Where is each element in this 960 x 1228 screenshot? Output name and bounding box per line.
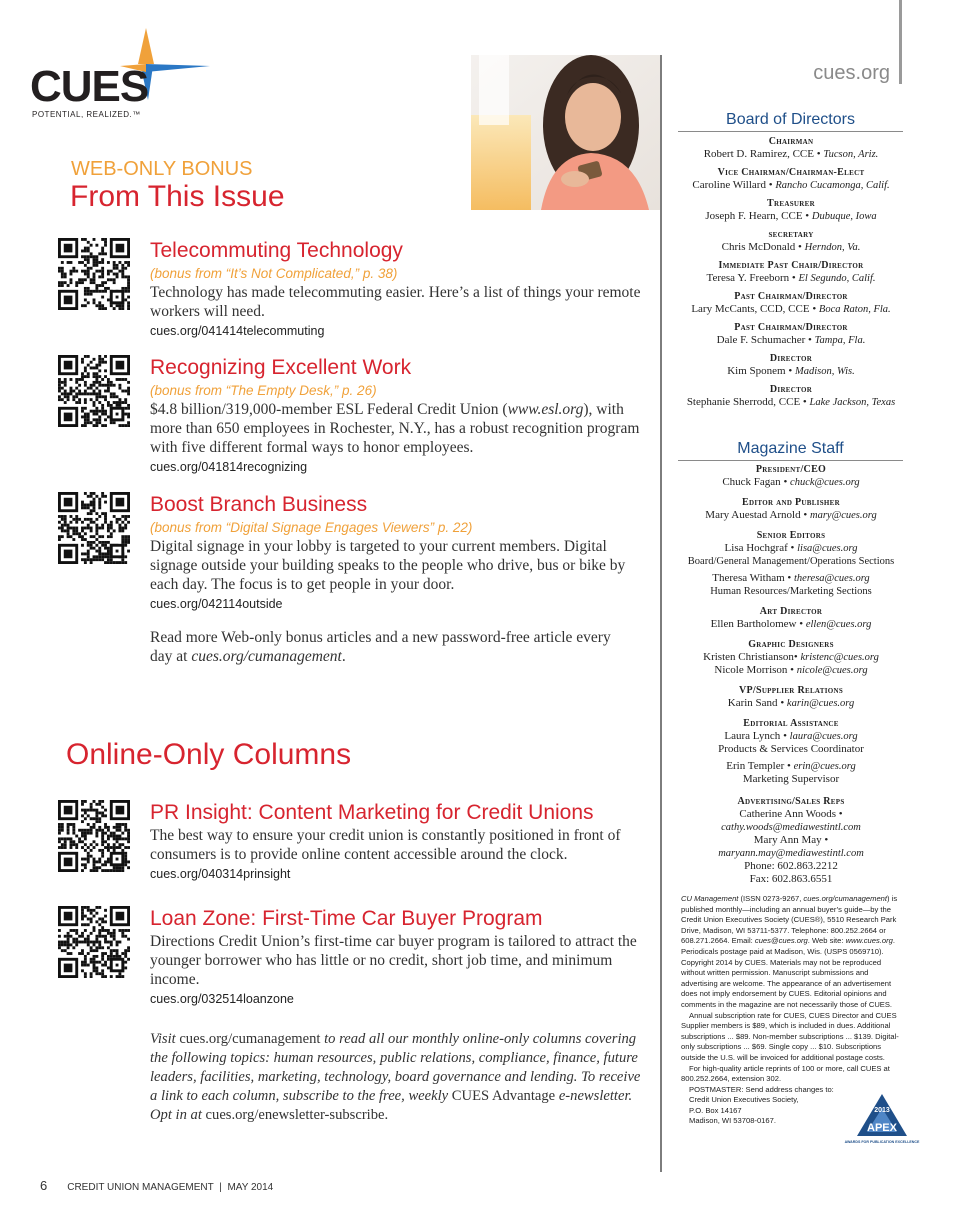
- article-title[interactable]: Loan Zone: First-Time Car Buyer Program: [150, 907, 543, 930]
- logo-wordmark: CUES: [30, 62, 149, 111]
- board-member: Lary McCants, CCD, CCE • Boca Raton, Fla.: [691, 303, 891, 315]
- board-member: Kim Sponem • Madison, Wis.: [727, 365, 855, 377]
- board-member: Joseph F. Hearn, CCE • Dubuque, Iowa: [705, 210, 877, 222]
- staff-name: Mary Auestad Arnold • mary@cues.org: [705, 509, 877, 521]
- staff-name: Laura Lynch • laura@cues.org: [724, 730, 858, 742]
- staff-note: Board/General Management/Operations Sections: [687, 556, 895, 567]
- article-description: $4.8 billion/319,000-member ESL Federal Credit Union (www.esl.org), with more than 650 employees in Rochester, N.Y., has a robust recognition program with five different formal ways to honor employees.: [150, 401, 640, 456]
- enewsletter-link[interactable]: cues.org/enewsletter-subscribe: [205, 1107, 385, 1123]
- esl-link[interactable]: www.esl.org: [507, 401, 584, 418]
- board-role: Vice Chairman/Chairman-Elect: [717, 167, 865, 178]
- cumanagement-link[interactable]: cues.org/cumanagement: [191, 648, 342, 665]
- article-title[interactable]: Boost Branch Business: [150, 493, 368, 516]
- issue-date: MAY 2014: [227, 1182, 274, 1193]
- board-role: Chairman: [768, 136, 814, 147]
- board-member: Caroline Willard • Rancho Cucamonga, Calif.: [692, 179, 890, 191]
- board-member: Stephanie Sherrodd, CCE • Lake Jackson, Texas: [686, 396, 896, 408]
- staff-note: Marketing Supervisor: [742, 773, 840, 785]
- article-url[interactable]: cues.org/041414telecommuting: [150, 324, 325, 338]
- qr-code-icon[interactable]: [58, 800, 130, 872]
- staff-email[interactable]: kristenc@cues.org: [800, 652, 879, 663]
- article-bonus-source: (bonus from “It’s Not Complicated,” p. 38): [150, 266, 398, 281]
- page-footer: 6 CREDIT UNION MANAGEMENT | MAY 2014: [40, 1178, 274, 1193]
- board-entry: [676, 197, 906, 223]
- staff-name: Ellen Bartholomew • ellen@cues.org: [710, 618, 872, 630]
- page-number: 6: [40, 1178, 48, 1193]
- article-description: Directions Credit Union’s first-time car buyer program is tailored to attract the younger borrower who has little or no credit, short job time, and minimum income.: [150, 933, 637, 988]
- board-member: Robert D. Ramirez, CCE • Tucson, Ariz.: [703, 148, 879, 160]
- qr-code-icon[interactable]: [58, 238, 130, 310]
- board-role: Past Chairman/Director: [734, 322, 848, 333]
- board-entry: [676, 228, 906, 254]
- article-title[interactable]: Recognizing Excellent Work: [150, 356, 412, 379]
- staff-email[interactable]: maryann.may@mediawestintl.com: [718, 848, 864, 859]
- board-heading: Board of Directors: [678, 111, 903, 132]
- svg-text:AWARDS FOR PUBLICATION EXCELLE: AWARDS FOR PUBLICATION EXCELLENCE: [844, 1140, 920, 1144]
- apex-award-badge: [844, 1092, 920, 1148]
- read-more-text: Read more Web-only bonus articles and a new password-free article every day at cues.org/cumanagement.: [150, 629, 611, 665]
- fax-number: Fax: 602.863.6551: [749, 873, 833, 885]
- staff-email[interactable]: mary@cues.org: [809, 510, 877, 521]
- site-url[interactable]: cues.org: [813, 62, 890, 84]
- cumanagement-link[interactable]: cues.org/cumanagement: [179, 1031, 321, 1047]
- staff-email[interactable]: laura@cues.org: [789, 731, 858, 742]
- board-entry: [676, 321, 906, 347]
- staff-role: President/CEO: [755, 464, 827, 475]
- board-entry: [676, 166, 906, 192]
- publication-name: CREDIT UNION MANAGEMENT: [67, 1182, 214, 1193]
- staff-name: Karin Sand • karin@cues.org: [727, 697, 855, 709]
- staff-name: Chuck Fagan • chuck@cues.org: [722, 476, 860, 488]
- bonus-kicker: WEB-ONLY BONUS: [71, 158, 253, 180]
- article-url[interactable]: cues.org/042114outside: [150, 597, 283, 611]
- staff-heading: Magazine Staff: [678, 440, 903, 461]
- staff-role: Editorial Assistance: [743, 718, 839, 729]
- staff-role: Graphic Designers: [748, 639, 834, 650]
- staff-role: Editor and Publisher: [742, 497, 840, 508]
- article-description: Technology has made telecommuting easier. Here’s a list of things your remote workers will need.: [150, 284, 641, 320]
- article-description: The best way to ensure your credit union is constantly positioned in front of consumers is to provide online content accessible around the clock.: [150, 827, 621, 863]
- board-member: Teresa Y. Freeborn • El Segundo, Calif.: [706, 272, 876, 284]
- cues-logo: [28, 26, 198, 126]
- board-role: Director: [769, 353, 813, 364]
- phone-number: Phone: 602.863.2212: [744, 860, 838, 872]
- board-entry: [676, 352, 906, 378]
- apex-triangle-icon: [844, 1092, 920, 1148]
- staff-note: Products & Services Coordinator: [718, 743, 864, 755]
- board-role: secretary: [768, 229, 814, 240]
- staff-name: Theresa Witham • theresa@cues.org: [712, 572, 870, 584]
- staff-email[interactable]: cathy.woods@mediawestintl.com: [721, 822, 861, 833]
- top-edge-rule: [899, 0, 902, 84]
- staff-name: Lisa Hochgraf • lisa@cues.org: [724, 542, 858, 554]
- staff-note: Human Resources/Marketing Sections: [710, 586, 872, 597]
- staff-email[interactable]: theresa@cues.org: [794, 573, 870, 584]
- staff-email[interactable]: chuck@cues.org: [790, 477, 860, 488]
- qr-code-icon[interactable]: [58, 906, 130, 978]
- staff-name: Kristen Christianson• kristenc@cues.org: [703, 651, 879, 663]
- article-title[interactable]: PR Insight: Content Marketing for Credit Unions: [150, 801, 594, 824]
- woman-with-phone-photo: [471, 55, 660, 210]
- article-description: Digital signage in your lobby is targeted to your current members. Digital signage outside your building speaks to the people who drive, bus or bike by each day. The focus is to get people in your door.: [150, 538, 626, 593]
- article-title[interactable]: Telecommuting Technology: [150, 239, 403, 262]
- board-entry: [676, 383, 906, 409]
- board-list: [676, 135, 906, 414]
- board-role: Immediate Past Chair/Director: [718, 260, 864, 271]
- columns-title: Online-Only Columns: [66, 738, 352, 771]
- board-member: Dale F. Schumacher • Tampa, Fla.: [716, 334, 866, 346]
- article-url[interactable]: cues.org/040314prinsight: [150, 867, 291, 881]
- staff-role: Senior Editors: [756, 530, 826, 541]
- svg-text:APEX: APEX: [867, 1122, 897, 1134]
- staff-name: Catherine Ann Woods •: [739, 808, 843, 820]
- staff-name: Nicole Morrison • nicole@cues.org: [714, 664, 868, 676]
- staff-list: [676, 463, 906, 886]
- article-bonus-source: (bonus from “The Empty Desk,” p. 26): [150, 383, 377, 398]
- board-entry: [676, 135, 906, 161]
- visit-columns-text: Visit cues.org/cumanagement to read all our monthly online-only columns covering the following topics: human resources, public relations, compliance, finance, future leaders, facilities, marketing, technology, board governance and lending. To receive a link to each column, subscribe to the free, weekly CUES Advantage e-newsletter. Opt in at cues.org/enewsletter-subscribe.: [150, 1031, 641, 1123]
- staff-email[interactable]: nicole@cues.org: [796, 665, 868, 676]
- staff-email[interactable]: lisa@cues.org: [797, 543, 858, 554]
- logo-tagline: POTENTIAL, REALIZED.™: [32, 110, 141, 119]
- svg-text:2013: 2013: [874, 1107, 890, 1114]
- staff-email[interactable]: erin@cues.org: [793, 761, 856, 772]
- staff-email[interactable]: karin@cues.org: [786, 698, 855, 709]
- qr-code-icon[interactable]: [58, 492, 130, 564]
- qr-code-icon[interactable]: [58, 355, 130, 427]
- staff-role: VP/Supplier Relations: [738, 685, 844, 696]
- staff-role: Advertising/Sales Reps: [737, 796, 845, 807]
- board-role: Past Chairman/Director: [734, 291, 848, 302]
- bonus-title: From This Issue: [70, 180, 285, 213]
- staff-role: Art Director: [759, 606, 823, 617]
- staff-email[interactable]: ellen@cues.org: [805, 619, 872, 630]
- staff-name: Erin Templer • erin@cues.org: [726, 760, 856, 772]
- article-url[interactable]: cues.org/032514loanzone: [150, 992, 294, 1006]
- board-entry: [676, 259, 906, 285]
- board-role: Treasurer: [767, 198, 815, 209]
- staff-name: Mary Ann May •: [753, 834, 829, 846]
- article-url[interactable]: cues.org/041814recognizing: [150, 460, 308, 474]
- publication-legal-notice: CU Management (ISSN 0273-9267, cues.org/cumanagement) is published monthly—including an annual buyer’s guide—by the Credit Union Executives Society (CUES®), 5510 Research Park Drive, Madison, WI 53711-5377. Telephone: 800.252.2664 or 608.271.2664. Email: cues@cues.org. Web site: www.cues.org. Periodicals postage paid at Madison, Wis. (USPS 0569710). Copyright 2014 by CUES. Materials may not be reproduced without written permission. Manuscript submissions and advertising are welcome. The appearance of an advertisement does not imply endorsement by CUES. Editorial opinions and comments in the magazine are not necessarily those of CUES. Annual subscription rate for CUES, CUES Director and CUES Supplier members is $89, which is included in dues. Additional subscriptions ... $89. Non-member subscriptions ... $139. Digital-only subscriptions ... $69. Single copy ... $10. Subscriptions outside the U.S. will be invoiced for additional postage costs. For high-quality article reprints of 100 or more, call CUES at 800.252.2664, extension 302. POSTMASTER: Send address changes to: Credit Union Executives Society, P.O. Box 14167 Madison, WI 53708-0167.: [681, 894, 899, 1126]
- board-member: Chris McDonald • Herndon, Va.: [721, 241, 861, 253]
- board-entry: [676, 290, 906, 316]
- board-role: Director: [769, 384, 813, 395]
- column-divider: [660, 55, 662, 1172]
- article-bonus-source: (bonus from “Digital Signage Engages Viewers” p. 22): [150, 520, 473, 535]
